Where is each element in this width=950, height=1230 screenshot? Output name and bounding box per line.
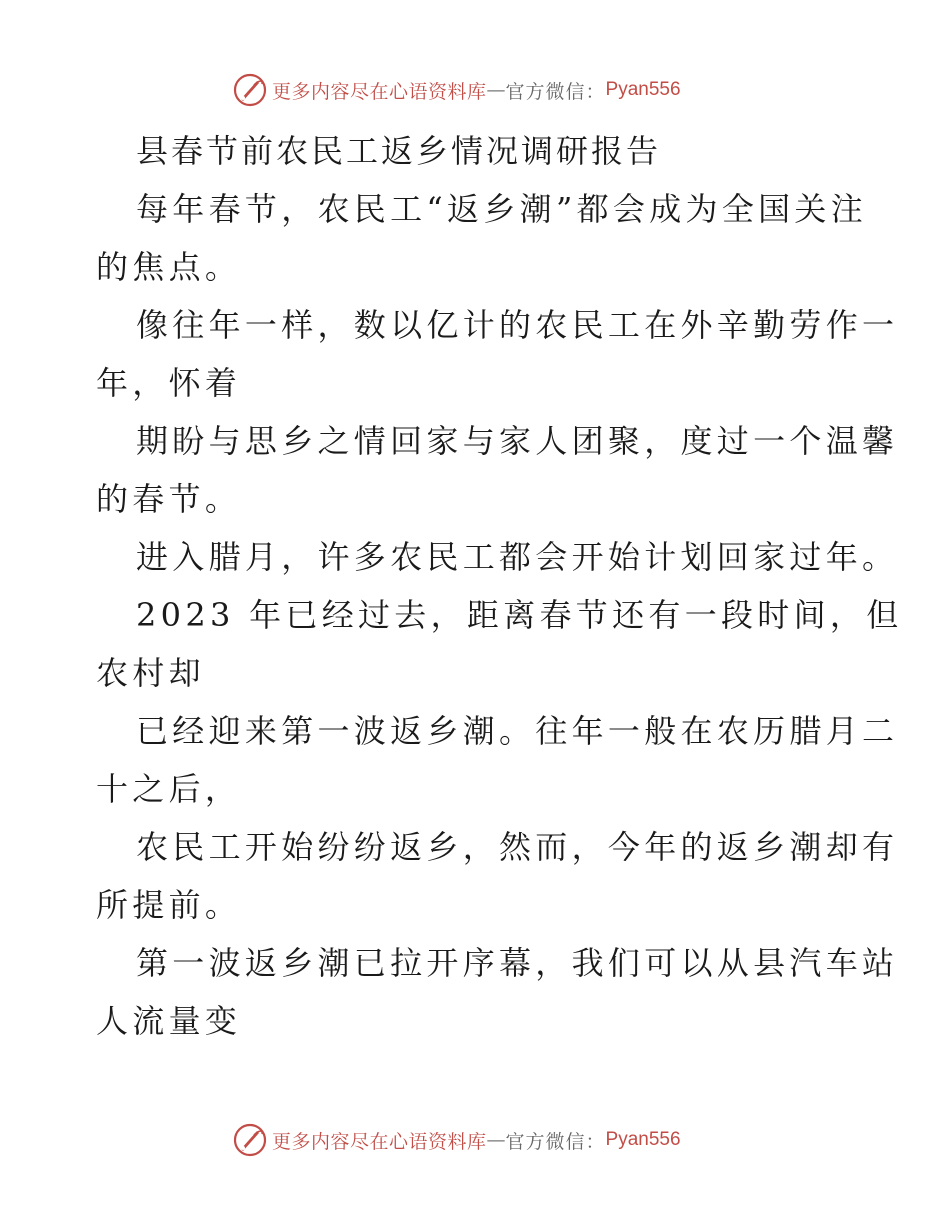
watermark-official-label: 官方微信： <box>505 80 606 103</box>
paragraph-line: 第一波返乡潮已拉开序幕，我们可以从县汽车站 <box>136 944 899 982</box>
paragraph-line: 农民工开始纷纷返乡，然而，今年的返乡潮却有 <box>136 828 899 866</box>
document-title: 县春节前农民工返乡情况调研报告 <box>136 132 662 170</box>
paragraph-line: 像往年一样，数以亿计的农民工在外辛勤劳作一 <box>136 306 899 344</box>
footer-watermark <box>232 1120 681 1160</box>
paragraph-line: 年，怀着 <box>96 364 242 402</box>
watermark-dash: — <box>486 79 506 101</box>
paragraph-line: 人流量变 <box>96 1002 242 1040</box>
paragraph-line: 农村却 <box>96 654 205 692</box>
watermark-wechat-id: Pyan556 <box>605 79 681 100</box>
paragraph-line: 期盼与思乡之情回家与家人团聚，度过一个温馨 <box>136 422 899 460</box>
paragraph-line: 每年春节，农民工“返乡潮”都会成为全国关注 <box>136 190 868 228</box>
paragraph-line: 已经迎来第一波返乡潮。往年一般在农历腊月二 <box>136 712 899 750</box>
watermark-site-text: 更多内容尽在心语资料库 <box>272 1130 487 1153</box>
paragraph-line: 的焦点。 <box>96 248 242 286</box>
watermark-dash: — <box>486 1129 506 1151</box>
paragraph-line: 进入腊月，许多农民工都会开始计划回家过年。 <box>136 538 899 576</box>
watermark-wechat-id: Pyan556 <box>605 1129 681 1150</box>
quill-logo-icon <box>232 72 268 108</box>
paragraph-line: 2023 年已经过去，距离春节还有一段时间，但 <box>136 596 903 634</box>
quill-logo-icon <box>232 1122 268 1158</box>
document-body <box>96 122 903 1050</box>
paragraph-line: 的春节。 <box>96 480 242 518</box>
paragraph-line: 所提前。 <box>96 886 242 924</box>
paragraph-line: 十之后， <box>96 770 242 808</box>
watermark-site-text: 更多内容尽在心语资料库 <box>272 80 487 103</box>
header-watermark <box>232 70 681 110</box>
watermark-official-label: 官方微信： <box>505 1130 606 1153</box>
